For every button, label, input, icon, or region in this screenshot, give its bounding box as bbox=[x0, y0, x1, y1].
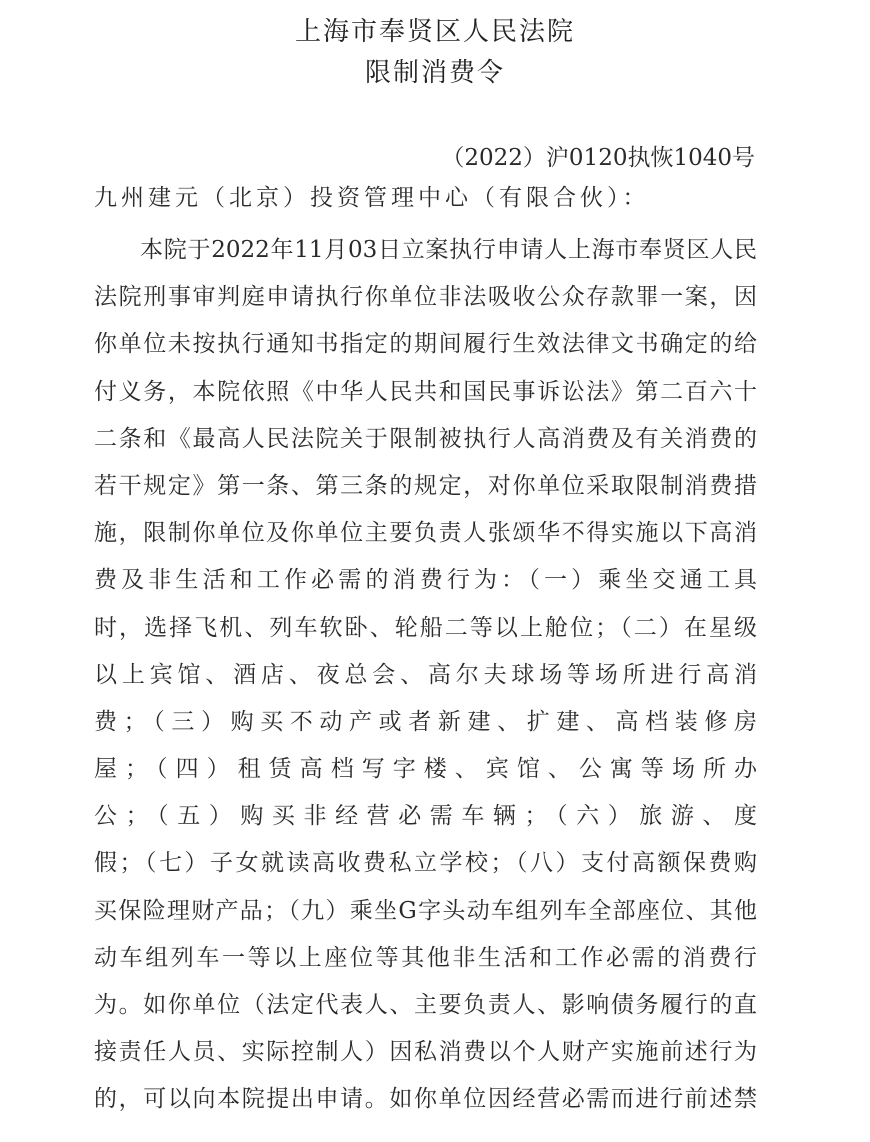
body-line: 屋；（四）租赁高档写字楼、宾馆、公寓等场所办 bbox=[94, 756, 757, 783]
body-line: 二条和《最高人民法院关于限制被执行人高消费及有关消费的 bbox=[94, 425, 757, 452]
body-line: 施，限制你单位及你单位主要负责人张颂华不得实施以下高消 bbox=[94, 520, 757, 547]
body-line: 为。如你单位（法定代表人、主要负责人、影响债务履行的直 bbox=[94, 992, 757, 1018]
body-line: 时，选择飞机、列车软卧、轮船二等以上舱位；（二）在星级 bbox=[94, 614, 757, 641]
case-number: （2022）沪0120执恢1040号 bbox=[441, 145, 755, 171]
document-title: 限制消费令 bbox=[364, 58, 505, 88]
body-line: 本院于2022年11月03日立案执行申请人上海市奉贤区人民 bbox=[140, 237, 757, 263]
body-line: 法院刑事审判庭申请执行你单位非法吸收公众存款罪一案，因 bbox=[94, 284, 757, 311]
body-line: 买保险理财产品；（九）乘坐G字头动车组列车全部座位、其他 bbox=[94, 897, 757, 924]
body-line: 接责任人员、实际控制人）因私消费以个人财产实施前述行为 bbox=[94, 1039, 757, 1066]
court-name: 上海市奉贤区人民法院 bbox=[294, 17, 575, 47]
addressee: 九州建元（北京）投资管理中心（有限合伙）： bbox=[94, 185, 650, 211]
body-line: 付义务，本院依照《中华人民共和国民事诉讼法》第二百六十 bbox=[94, 378, 757, 405]
body-line: 假；（七）子女就读高收费私立学校；（八）支付高额保费购 bbox=[94, 850, 757, 877]
body-line: 的，可以向本院提出申请。如你单位因经营必需而进行前述禁 bbox=[94, 1086, 757, 1113]
body-line: 费及非生活和工作必需的消费行为：（一）乘坐交通工具 bbox=[94, 567, 757, 594]
body-line: 动车组列车一等以上座位等其他非生活和工作必需的消费行 bbox=[94, 944, 757, 971]
body-line: 你单位未按执行通知书指定的期间履行生效法律文书确定的给 bbox=[94, 331, 757, 358]
body-line: 费；（三）购买不动产或者新建、扩建、高档装修房 bbox=[94, 708, 757, 735]
body-line: 以上宾馆、酒店、夜总会、高尔夫球场等场所进行高消 bbox=[94, 661, 757, 688]
body-paragraph bbox=[94, 227, 757, 1124]
body-line: 公；（五）购买非经营必需车辆；（六）旅游、度 bbox=[94, 803, 757, 830]
body-line: 若干规定》第一条、第三条的规定，对你单位采取限制消费措 bbox=[94, 472, 757, 499]
